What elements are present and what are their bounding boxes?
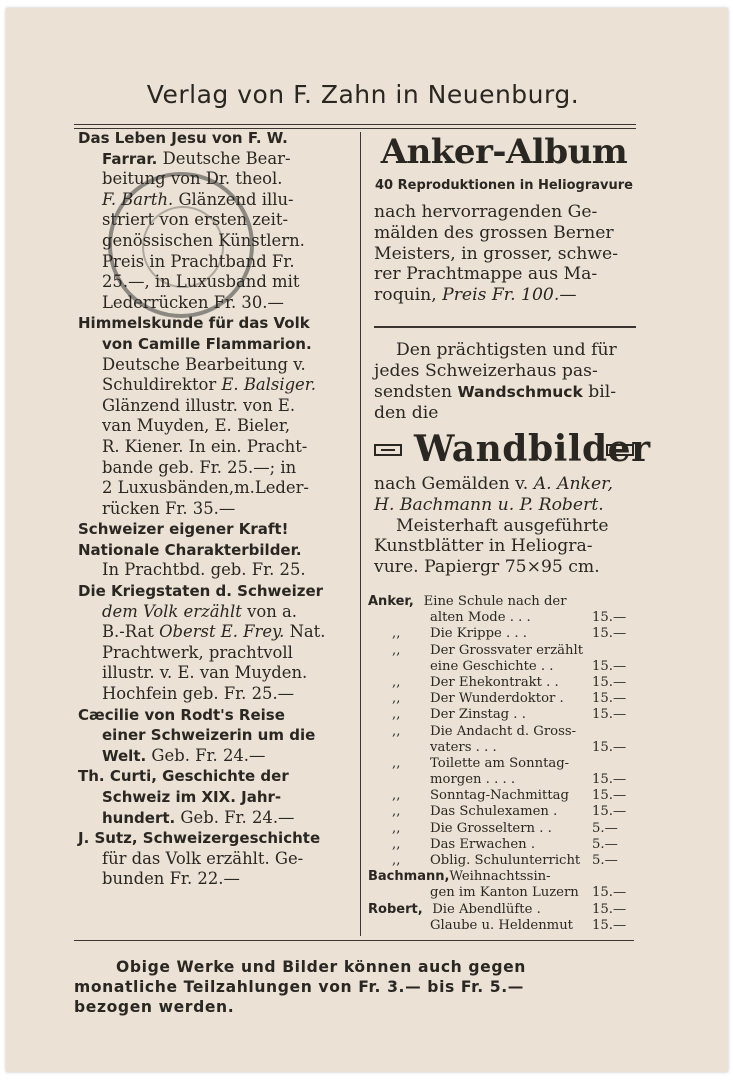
artist-name: Robert, <box>368 901 423 917</box>
book-title-text: Nationale Charakterbilder. <box>78 540 302 559</box>
ditto-mark: ,, <box>392 707 401 723</box>
installment-note <box>74 957 634 1017</box>
book-entry-line <box>78 313 344 334</box>
price-list-row <box>368 902 640 918</box>
book-entry-line <box>78 375 344 396</box>
intro-bold: Wandschmuck <box>457 383 583 401</box>
book-entry-line <box>78 869 344 890</box>
book-entry <box>78 766 344 828</box>
book-title-text: hundert. <box>102 808 176 827</box>
book-text: genössischen Künstlern. <box>102 230 305 250</box>
book-entry-line <box>78 643 344 664</box>
painting-title: Der Wunderdoktor . <box>430 691 564 707</box>
ditto-mark: ,, <box>392 836 401 852</box>
anker-line: nach hervorragenden Ge- <box>374 202 598 222</box>
book-entry-line <box>78 478 344 499</box>
book-entry <box>78 519 344 581</box>
artist-name: Anker, <box>368 594 414 609</box>
book-text: Geb. Fr. 24.— <box>146 745 266 765</box>
anker-line: rer Prachtmappe aus Ma- <box>374 264 598 285</box>
ditto-mark: ,, <box>392 853 401 868</box>
book-entry-line <box>78 808 344 829</box>
book-entry-line <box>78 787 344 808</box>
book-text: Glänzend illustr. von E. <box>102 395 296 415</box>
painting-price: 5.— <box>592 836 618 852</box>
price-list-row <box>368 610 640 626</box>
book-entry-line <box>78 849 344 870</box>
book-entry-line <box>78 169 344 190</box>
price-list-row <box>368 626 640 642</box>
book-entry-line <box>78 684 344 705</box>
price-list-row <box>368 675 640 691</box>
book-text: Nat. <box>284 622 326 642</box>
book-text: illustr. v. E. van Muyden. <box>102 663 308 683</box>
painting-title: Toilette am Sonntag- <box>430 755 570 771</box>
wandbilder-intro <box>374 340 638 424</box>
artist-name: Bachmann, <box>368 869 450 885</box>
painting-title: vaters . . . <box>430 739 497 755</box>
book-text: In Prachtbd. geb. Fr. 25. <box>102 560 306 580</box>
book-title-text: J. Sutz, Schweizergeschichte <box>78 829 321 848</box>
book-title-text: Welt. <box>102 746 147 765</box>
intro-line: jedes Schweizerhaus pas- <box>374 361 598 381</box>
book-entry-line <box>78 416 344 437</box>
header-rule-top <box>74 124 636 125</box>
painting-title: alten Mode . . . <box>430 610 531 626</box>
ornament-left-icon <box>374 444 402 456</box>
ditto-mark: ,, <box>392 788 401 804</box>
anker-line-text: roquin, <box>374 285 443 306</box>
ditto-mark: ,, <box>392 642 401 658</box>
price-list-row <box>368 869 640 885</box>
column-divider <box>360 132 361 936</box>
book-entry-line <box>78 705 344 726</box>
anker-price: Preis Fr. 100.— <box>442 285 577 306</box>
book-title-text: von Camille Flammarion. <box>102 334 312 353</box>
book-entry-line <box>78 334 344 355</box>
painting-price: 15.— <box>592 739 627 755</box>
price-list-row <box>368 821 640 837</box>
price-list-row <box>368 837 640 853</box>
painting-price: 15.— <box>592 626 627 642</box>
book-entry-line <box>78 622 344 643</box>
intro-text: bil- <box>582 382 617 402</box>
anker-album-title: Anker-Album <box>380 132 628 172</box>
book-entry-line <box>78 828 344 849</box>
book-title-text: Schweizer eigener Kraft! <box>78 520 289 539</box>
anker-line <box>374 285 638 306</box>
painting-title: Weihnachtssin- <box>449 869 551 885</box>
price-list-row <box>368 918 640 934</box>
book-entry-line <box>78 128 344 149</box>
book-title-text: Die Kriegstaten d. Schweizer <box>78 582 324 601</box>
price-list-row <box>368 659 640 675</box>
book-text: B.-Rat <box>102 622 160 642</box>
painting-price: 5.— <box>592 820 618 836</box>
book-entry <box>78 128 344 313</box>
anker-line: Meisters, in grosser, schwe- <box>374 243 618 264</box>
ditto-mark: ,, <box>392 723 401 739</box>
painting-title: Oblig. Schulunterricht <box>430 853 581 868</box>
footer-line: Obige Werke und Bilder können auch gegen <box>116 958 526 976</box>
price-list-row <box>368 885 640 901</box>
book-text: rücken Fr. 35.— <box>102 498 236 518</box>
painting-title: Der Grossvater erzählt <box>430 642 584 658</box>
painting-title: Die Abendlüfte . <box>432 901 541 917</box>
wandbilder-heading <box>372 428 651 476</box>
book-text: 25.—, in Luxusband mit <box>102 272 300 292</box>
ditto-mark: ,, <box>392 820 401 836</box>
book-list <box>78 128 344 890</box>
book-entry-line <box>78 519 344 540</box>
price-list-row <box>368 740 640 756</box>
painting-title: Glaube u. Heldenmut <box>430 917 573 933</box>
book-text: bande geb. Fr. 25.—; in <box>102 457 297 477</box>
book-entry-line <box>78 766 344 787</box>
book-entry-line <box>78 252 344 273</box>
price-list-row <box>368 756 640 772</box>
price-list-row <box>368 772 640 788</box>
book-text: Schuldirektor <box>102 375 222 395</box>
painting-title: morgen . . . . <box>430 772 516 788</box>
book-entry <box>78 581 344 705</box>
book-text: E. Balsiger. <box>221 375 317 395</box>
book-entry-line <box>78 725 344 746</box>
book-entry <box>78 828 344 890</box>
ditto-mark: ,, <box>392 755 401 771</box>
painting-title: Eine Schule nach der <box>423 594 567 609</box>
book-entry-line <box>78 581 344 602</box>
painting-price: 15.— <box>592 772 627 788</box>
book-text: striert von ersten zeit- <box>102 210 289 230</box>
price-list-row <box>368 853 640 869</box>
book-text: Deutsche Bearbeitung v. <box>102 354 306 374</box>
price-list-row <box>368 804 640 820</box>
wand-artist: A. Anker, <box>533 474 613 494</box>
intro-line: den die <box>374 403 439 423</box>
book-text: für das Volk erzählt. Ge- <box>102 848 304 868</box>
painting-title: Die Grosseltern . . <box>430 820 552 836</box>
wand-line <box>374 495 638 516</box>
ditto-mark: ,, <box>392 626 401 642</box>
ditto-mark: ,, <box>392 804 401 820</box>
book-title-text: Schweiz im XIX. Jahr- <box>102 788 282 806</box>
painting-title: Sonntag-Nachmittag <box>430 788 569 804</box>
footer-rule <box>74 940 634 941</box>
book-entry-line <box>78 190 344 211</box>
painting-title: Der Ehekontrakt . . <box>430 674 559 690</box>
wand-line <box>374 474 638 495</box>
book-title-text: Cæcilie von Rodt's Reise <box>78 705 285 724</box>
painting-title: Die Krippe . . . <box>430 626 528 642</box>
book-entry-line <box>78 602 344 623</box>
book-text: Glänzend illu- <box>173 189 294 209</box>
book-text: 2 Luxusbänden,m.Leder- <box>102 478 309 498</box>
ditto-mark: ,, <box>392 674 401 690</box>
price-list-row <box>368 691 640 707</box>
wand-line: Meisterhaft ausgeführte <box>396 515 609 536</box>
book-text: von a. <box>241 601 297 621</box>
book-title-text: Farrar. <box>102 149 158 168</box>
book-entry-line <box>78 458 344 479</box>
footer-line: bezogen werden. <box>74 998 235 1016</box>
book-entry-line <box>78 210 344 231</box>
footer-line: monatliche Teilzahlungen von Fr. 3.— bis Fr. 5.— <box>74 978 524 996</box>
book-entry-line <box>78 149 344 170</box>
book-title-text: Th. Curti, Geschichte der <box>78 767 289 786</box>
anker-album-description <box>374 202 638 306</box>
painting-title: eine Geschichte . . <box>430 658 554 674</box>
book-entry <box>78 705 344 767</box>
book-text: van Muyden, E. Bieler, <box>102 416 291 436</box>
painting-price: 15.— <box>592 901 627 917</box>
book-title-text: Das Leben Jesu von F. W. <box>78 129 288 147</box>
painting-title: gen im Kanton Luzern <box>430 885 579 901</box>
painting-price: 15.— <box>592 658 627 674</box>
book-title-text: Himmelskunde für das Volk <box>78 314 310 333</box>
price-list-row <box>368 594 640 610</box>
book-text: Geb. Fr. 24.— <box>175 807 295 827</box>
book-entry-line <box>78 746 344 767</box>
painting-price: 15.— <box>592 610 627 626</box>
painting-price: 15.— <box>592 917 627 933</box>
book-entry-line <box>78 293 344 314</box>
painting-title: Das Erwachen . <box>430 836 536 852</box>
wand-line: Kunstblätter in Heliogra- <box>374 536 593 557</box>
price-list <box>368 594 640 934</box>
publisher-header: Verlag von F. Zahn in Neuenburg. <box>146 80 580 109</box>
painting-title: Der Zinstag . . <box>430 707 526 723</box>
ditto-mark: ,, <box>392 691 401 707</box>
painting-price: 15.— <box>592 674 627 690</box>
book-text: Deutsche Bear- <box>157 148 291 168</box>
painting-price: 15.— <box>592 885 627 901</box>
book-text: Prachtwerk, prachtvoll <box>102 642 293 662</box>
painting-price: 15.— <box>592 691 627 707</box>
intro-text: sendsten <box>374 382 458 402</box>
painting-title: Das Schulexamen . <box>430 804 558 820</box>
wandbilder-description <box>374 474 638 578</box>
anker-rule <box>374 326 636 328</box>
book-entry-line <box>78 231 344 252</box>
book-entry <box>78 313 344 519</box>
book-entry-line <box>78 560 344 581</box>
book-entry-line <box>78 499 344 520</box>
book-title-text: einer Schweizerin um die <box>102 726 316 745</box>
painting-price: 5.— <box>592 853 618 868</box>
painting-price: 15.— <box>592 804 627 820</box>
anker-line: mälden des grossen Berner <box>374 222 614 243</box>
price-list-row <box>368 788 640 804</box>
book-text: F. Barth. <box>102 189 174 209</box>
book-entry-line <box>78 355 344 376</box>
anker-album-subtitle: 40 Reproduktionen in Heliogravure <box>375 178 633 193</box>
book-text: dem Volk erzählt <box>102 601 242 621</box>
book-entry-line <box>78 437 344 458</box>
wand-line: vure. Papiergr 75×95 cm. <box>374 557 600 578</box>
book-text: Preis in Prachtband Fr. <box>102 251 295 271</box>
painting-price: 15.— <box>592 788 627 804</box>
price-list-row <box>368 707 640 723</box>
book-entry-line <box>78 540 344 561</box>
wandbilder-title: Wandbilder <box>414 428 651 470</box>
intro-line <box>374 382 638 403</box>
wand-artist: H. Bachmann u. P. Robert. <box>374 494 604 515</box>
book-entry-line <box>78 396 344 417</box>
book-text: Hochfein geb. Fr. 25.— <box>102 684 295 704</box>
wand-text: nach Gemälden v. <box>374 474 534 494</box>
price-list-row <box>368 724 640 740</box>
intro-line: Den prächtigsten und für <box>396 340 617 360</box>
book-text: Oberst E. Frey. <box>159 622 285 642</box>
painting-title: Die Andacht d. Gross- <box>430 723 577 739</box>
painting-price: 15.— <box>592 707 627 723</box>
price-list-row <box>368 643 640 659</box>
book-text: R. Kiener. In ein. Pracht- <box>102 436 308 456</box>
ornament-right-icon <box>606 444 634 456</box>
book-text: Lederrücken Fr. 30.— <box>102 292 284 312</box>
book-entry-line <box>78 663 344 684</box>
book-text: bunden Fr. 22.— <box>102 869 240 889</box>
book-entry-line <box>78 272 344 293</box>
book-text: beitung von Dr. theol. <box>102 169 283 189</box>
